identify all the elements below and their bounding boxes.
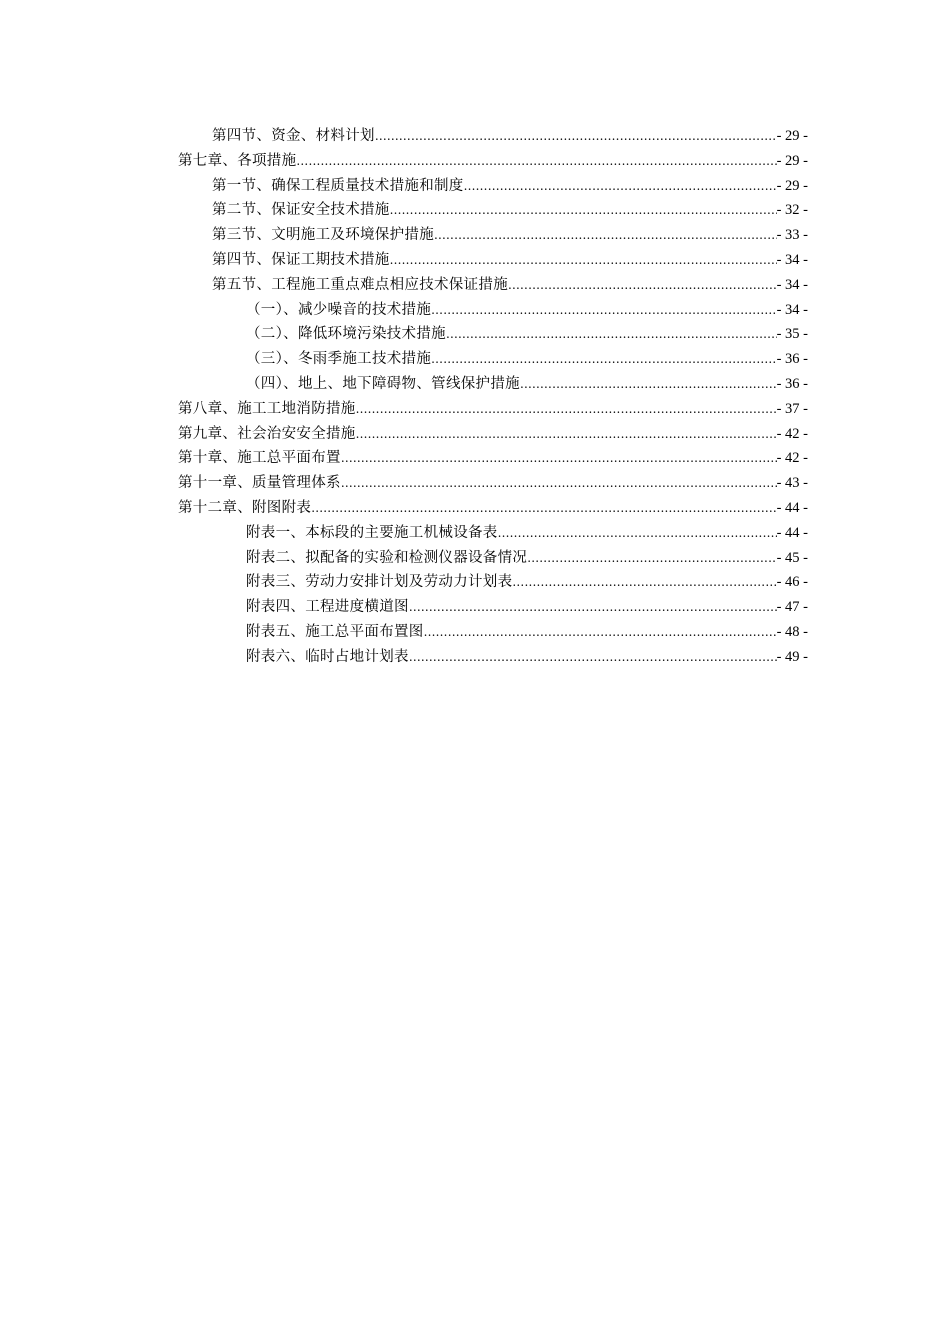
toc-entry[interactable] [178,273,808,298]
toc-entry-page: - 34 - [776,301,808,318]
toc-dot-leader [409,645,777,670]
toc-entry[interactable] [178,397,808,422]
toc-entry-page: - 32 - [776,202,808,219]
toc-entry-title: 附表一、本标段的主要施工机械设备表 [246,524,498,541]
toc-entry-title: 第一节、确保工程质量技术措施和制度 [212,177,464,194]
toc-entry-title: 第八章、施工工地消防措施 [178,400,356,417]
toc-dot-leader [375,124,777,149]
toc-entry[interactable] [178,124,808,149]
toc-entry-page: - 34 - [776,276,808,293]
toc-entry-page: - 49 - [776,648,808,665]
toc-dot-leader [508,273,777,298]
toc-entry-page: - 36 - [776,351,808,368]
toc-entry-page: - 44 - [776,524,808,541]
toc-entry-title: 附表五、施工总平面布置图 [246,623,424,640]
toc-entry[interactable] [178,347,808,372]
toc-entry[interactable] [178,521,808,546]
toc-entry[interactable] [178,620,808,645]
toc-entry[interactable] [178,570,808,595]
toc-entry[interactable] [178,298,808,323]
toc-entry-title: 第九章、社会治安安全措施 [178,425,356,442]
toc-entry-title: 第二节、保证安全技术措施 [212,202,390,219]
toc-entry[interactable] [178,422,808,447]
toc-entry-page: - 29 - [776,152,808,169]
toc-dot-leader [341,446,777,471]
toc-entry-page: - 45 - [776,549,808,566]
toc-entry[interactable] [178,496,808,521]
toc-dot-leader [512,570,776,595]
toc-entry-page: - 37 - [776,400,808,417]
toc-entry[interactable] [178,223,808,248]
toc-entry[interactable] [178,248,808,273]
toc-dot-leader [431,298,776,323]
toc-dot-leader [356,422,777,447]
toc-entry-title: 第五节、工程施工重点难点相应技术保证措施 [212,276,508,293]
toc-entry-title: 第十章、施工总平面布置 [178,450,341,467]
toc-entry-title: （一）、减少噪音的技术措施 [246,301,432,318]
toc-dot-leader [409,595,777,620]
toc-entry-title: 附表四、工程进度横道图 [246,599,409,616]
table-of-contents [178,124,808,670]
toc-dot-leader [311,496,776,521]
toc-entry-page: - 42 - [776,425,808,442]
toc-entry-page: - 44 - [776,499,808,516]
toc-entry-page: - 43 - [776,475,808,492]
toc-entry-page: - 46 - [776,574,808,591]
toc-entry-title: （二）、降低环境污染技术措施 [246,326,446,343]
toc-entry-page: - 48 - [776,623,808,640]
toc-entry-page: - 29 - [776,177,808,194]
toc-entry-title: 第十一章、质量管理体系 [178,475,341,492]
toc-dot-leader [498,521,777,546]
toc-dot-leader [390,198,777,223]
toc-entry[interactable] [178,645,808,670]
toc-entry[interactable] [178,372,808,397]
toc-entry-page: - 47 - [776,599,808,616]
toc-entry-title: 第三节、文明施工及环境保护措施 [212,227,434,244]
toc-dot-leader [464,174,777,199]
toc-entry-title: 附表六、临时占地计划表 [246,648,409,665]
toc-entry-page: - 36 - [776,375,808,392]
toc-dot-leader [390,248,777,273]
toc-entry-page: - 33 - [776,227,808,244]
toc-entry-page: - 42 - [776,450,808,467]
toc-dot-leader [296,149,776,174]
toc-dot-leader [527,546,776,571]
toc-entry[interactable] [178,446,808,471]
toc-entry[interactable] [178,149,808,174]
toc-dot-leader [434,223,777,248]
toc-dot-leader [431,347,776,372]
toc-dot-leader [520,372,777,397]
toc-entry[interactable] [178,322,808,347]
toc-entry[interactable] [178,546,808,571]
toc-dot-leader [341,471,777,496]
toc-entry-title: 第四节、资金、材料计划 [212,128,375,144]
toc-entry[interactable] [178,198,808,223]
toc-entry-page: - 34 - [776,251,808,268]
toc-entry-page: - 29 - [776,128,808,144]
toc-entry-page: - 35 - [776,326,808,343]
toc-dot-leader [446,322,777,347]
toc-dot-leader [356,397,777,422]
toc-entry-title: （四）、地上、地下障碍物、管线保护措施 [246,375,520,392]
toc-entry-title: 附表二、拟配备的实验和检测仪器设备情况 [246,549,528,566]
toc-entry-title: 附表三、劳动力安排计划及劳动力计划表 [246,574,513,591]
toc-entry[interactable] [178,471,808,496]
toc-entry[interactable] [178,595,808,620]
toc-entry-title: （三）、冬雨季施工技术措施 [246,351,432,368]
toc-entry-title: 第四节、保证工期技术措施 [212,251,390,268]
toc-entry-title: 第七章、各项措施 [178,152,297,169]
toc-entry-title: 第十二章、附图附表 [178,499,312,516]
toc-dot-leader [424,620,777,645]
toc-entry[interactable] [178,174,808,199]
